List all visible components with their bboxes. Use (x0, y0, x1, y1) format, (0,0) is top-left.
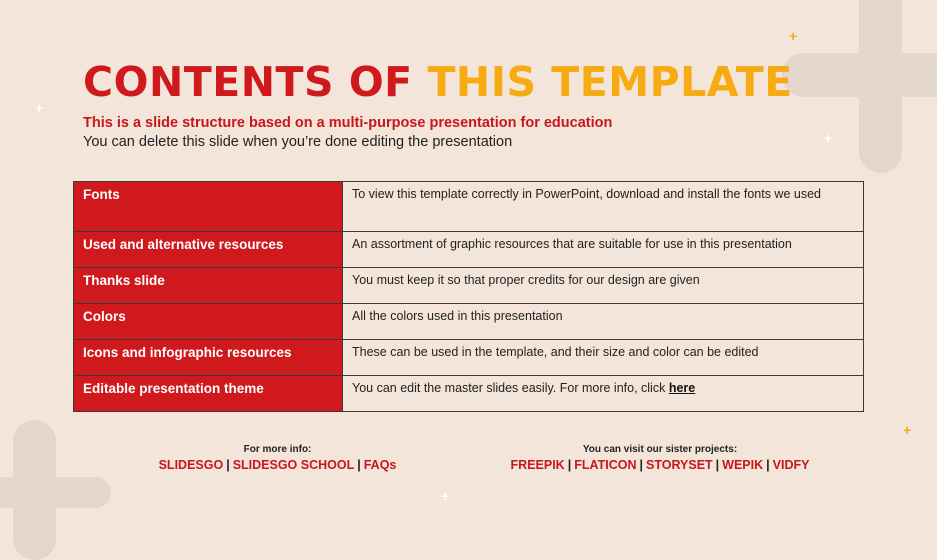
table-row (74, 340, 864, 376)
link-faqs[interactable]: FAQs (363, 458, 397, 472)
footer-more-info: For more info: SLIDESGO | SLIDESGO SCHOOL | FAQs (140, 444, 415, 472)
footer-left-title: For more info: (243, 444, 312, 455)
link-slidesgo[interactable]: SLIDESGO (158, 458, 224, 472)
row-key: Editable presentation theme (74, 376, 343, 412)
table-row (74, 304, 864, 340)
row-value (343, 376, 864, 412)
contents-table (73, 181, 864, 412)
sparkle-icon: + (789, 28, 798, 44)
link-vidfy[interactable]: VIDFY (772, 458, 810, 472)
here-link[interactable]: here (668, 381, 696, 395)
row-value: All the colors used in this presentation (343, 304, 864, 340)
row-value: An assortment of graphic resources that are suitable for use in this presentation (343, 232, 864, 268)
row-value: You must keep it so that proper credits for our design are given (343, 268, 864, 304)
page-title (83, 58, 793, 106)
row-value: To view this template correctly in PowerPoint, download and install the fonts we used (343, 182, 864, 232)
title-part2: THIS TEMPLATE (427, 58, 793, 106)
row-key: Icons and infographic resources (74, 340, 343, 376)
row-key: Used and alternative resources (74, 232, 343, 268)
row-value-text: You can edit the master slides easily. For more info, click (352, 381, 669, 395)
link-slidesgo-school[interactable]: SLIDESGO SCHOOL (232, 458, 355, 472)
footer-right-title: You can visit our sister projects: (582, 444, 738, 455)
decor-plus-bottom-left-bar (0, 477, 111, 508)
table-row (74, 232, 864, 268)
sparkle-icon: + (903, 422, 912, 438)
table-row (74, 268, 864, 304)
sparkle-icon: + (824, 130, 833, 146)
title-part1: CONTENTS OF (83, 58, 428, 106)
link-wepik[interactable]: WEPIK (722, 458, 764, 472)
row-key: Colors (74, 304, 343, 340)
table-row (74, 182, 864, 232)
sparkle-icon: + (441, 488, 450, 504)
decor-plus-top-right-bar (782, 53, 937, 97)
sparkle-icon: + (35, 100, 44, 116)
subtitle: This is a slide structure based on a multi-purpose presentation for education (83, 115, 613, 131)
row-value: These can be used in the template, and their size and color can be edited (343, 340, 864, 376)
row-key: Fonts (74, 182, 343, 232)
link-flaticon[interactable]: FLATICON (574, 458, 637, 472)
description: You can delete this slide when you’re done editing the presentation (83, 134, 513, 150)
footer-sister-projects: You can visit our sister projects: FREEPIK | FLATICON | STORYSET | WEPIK | VIDFY (480, 444, 840, 472)
link-storyset[interactable]: STORYSET (645, 458, 713, 472)
row-key: Thanks slide (74, 268, 343, 304)
table-row (74, 376, 864, 412)
link-freepik[interactable]: FREEPIK (510, 458, 565, 472)
